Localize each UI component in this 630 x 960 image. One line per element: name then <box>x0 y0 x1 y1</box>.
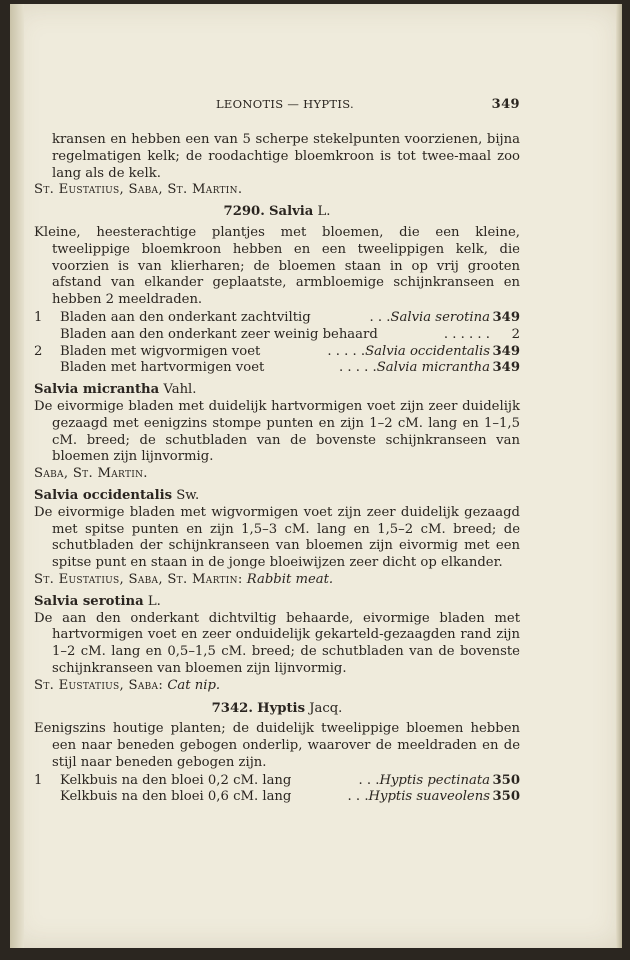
common-name: Rabbit meat. <box>246 571 334 587</box>
key-salvia <box>34 310 520 377</box>
key-dots: . . . <box>369 309 391 325</box>
key-desc: Bladen aan den onderkant zachtviltig <box>60 309 311 325</box>
key-num: 1 <box>34 772 43 788</box>
key-dots: . . . . . <box>339 360 377 376</box>
locality-occidentalis <box>34 572 520 589</box>
key-dots: . . . . . . <box>443 326 490 342</box>
key-row <box>34 344 520 361</box>
genus-number: 7342. <box>211 700 253 716</box>
locality-micrantha: Saba, St. Martin. <box>34 466 148 482</box>
genus-heading-hyptis <box>34 701 520 718</box>
key-page: 350 <box>492 772 520 788</box>
key-dots: . . . <box>347 789 369 805</box>
genus-name: Hyptis <box>257 700 305 716</box>
key-desc: Kelkbuis na den bloei 0,6 cM. lang <box>60 789 292 805</box>
species-name: Salvia micrantha <box>34 382 160 398</box>
locality-text: St. Eustatius, Saba: <box>34 677 164 693</box>
genus-author: Jacq. <box>309 700 343 716</box>
key-row <box>34 360 520 377</box>
page-edge <box>616 4 622 948</box>
page-gutter <box>10 4 24 948</box>
locality-serotina <box>34 678 520 695</box>
paragraph-continuation: kransen en hebben een van 5 scherpe stekelpunten voorzienen, bijna regelmatigen kelk; de roodachtige bloemkroon is tot twee-maal zoo lang als de kelk. <box>52 132 520 181</box>
page-body <box>34 132 520 806</box>
book-page <box>10 4 622 948</box>
species-name: Salvia occidentalis <box>34 487 173 503</box>
species-author: Sw. <box>176 487 200 503</box>
genus-description-salvia: Kleine, heesterachtige plantjes met bloemen, die een kleine, tweelippige bloemkroon hebben en een tweelippigen kelk, die voorzien is van klierharen; de bloemen staan in op vrij grooten afstand van elkander geplaatste, armbloemige schijnkranseen en hebben 2 meeldraden. <box>34 224 520 308</box>
genus-description-hyptis: Eenigszins houtige planten; de duidelijk tweelippige bloemen hebben een naar beneden gebogen onderlip, waarover de meeldraden en de stijl naar beneden gebogen zijn. <box>34 721 520 770</box>
running-title: LEONOTIS — HYPTIS. <box>216 97 354 111</box>
key-num: 1 <box>34 309 43 325</box>
key-page: 349 <box>492 360 520 376</box>
key-result: Hyptis suaveolens <box>368 789 490 805</box>
key-result: Salvia occidentalis <box>365 343 490 359</box>
key-row <box>34 310 520 327</box>
key-page: 350 <box>492 789 520 805</box>
species-description-serotina: De aan den onderkant dichtviltig behaarde, eivormige bladen met hartvormigen voet en zeer onduidelijk gekarteld-gezaagden rand zijn 1–2 cM. lang en 0,5–1,5 cM. breed; de schutbladen van de bovenste schijnkranseen van bloemen zijn lijnvormig. <box>34 610 520 676</box>
key-page: 2 <box>511 326 520 342</box>
key-row <box>34 773 520 790</box>
key-page: 349 <box>492 309 520 325</box>
key-hyptis <box>34 773 520 807</box>
page-number: 349 <box>491 97 520 112</box>
species-heading-micrantha <box>34 382 520 399</box>
common-name: Cat nip. <box>167 677 221 693</box>
species-name: Salvia serotina <box>34 593 144 609</box>
key-num: 2 <box>34 343 43 359</box>
key-row <box>34 327 520 344</box>
key-desc: Bladen met wigvormigen voet <box>60 343 261 359</box>
species-description-occidentalis: De eivormige bladen met wigvormigen voet zijn zeer duidelijk gezaagd met spitse punten en zijn 1,5–3 cM. lang en 1,5–2 cM. breed; de schutbladen der schijnkranseen van bloemen zijn eivormig met een spitse punt en staan in de jonge bloeiwijzen zeer dicht op elkander. <box>34 504 520 571</box>
key-desc: Bladen aan den onderkant zeer weinig behaard <box>60 326 378 342</box>
key-desc: Bladen met hartvormigen voet <box>60 360 265 376</box>
species-author: L. <box>147 593 161 609</box>
genus-author: L. <box>317 204 331 220</box>
key-dots: . . . . . <box>327 343 366 359</box>
key-row <box>34 789 520 806</box>
genus-number: 7290. <box>223 204 265 220</box>
species-heading-serotina <box>34 594 520 611</box>
species-description-micrantha: De eivormige bladen met duidelijk hartvormigen voet zijn zeer duidelijk gezaagd met eenigzins stompe punten en zijn 1–2 cM. lang en 1–1,5 cM. breed; de schutbladen van de bovenste schijnkranseen van bloemen zijn lijnvormig. <box>34 398 520 465</box>
species-author: Vahl. <box>163 382 197 398</box>
key-dots: . . . <box>358 772 380 788</box>
locality-leonotis: St. Eustatius, Saba, St. Martin. <box>34 182 243 198</box>
key-page: 349 <box>492 343 520 359</box>
species-heading-occidentalis <box>34 488 520 505</box>
key-desc: Kelkbuis na den bloei 0,2 cM. lang <box>60 772 292 788</box>
key-result: Salvia micrantha <box>376 360 490 376</box>
key-result: Hyptis pectinata <box>379 772 490 788</box>
genus-name: Salvia <box>269 204 314 220</box>
genus-heading-salvia <box>34 204 520 221</box>
key-result: Salvia serotina <box>390 309 490 325</box>
locality-text: St. Eustatius, Saba, St. Martin: <box>34 571 243 587</box>
